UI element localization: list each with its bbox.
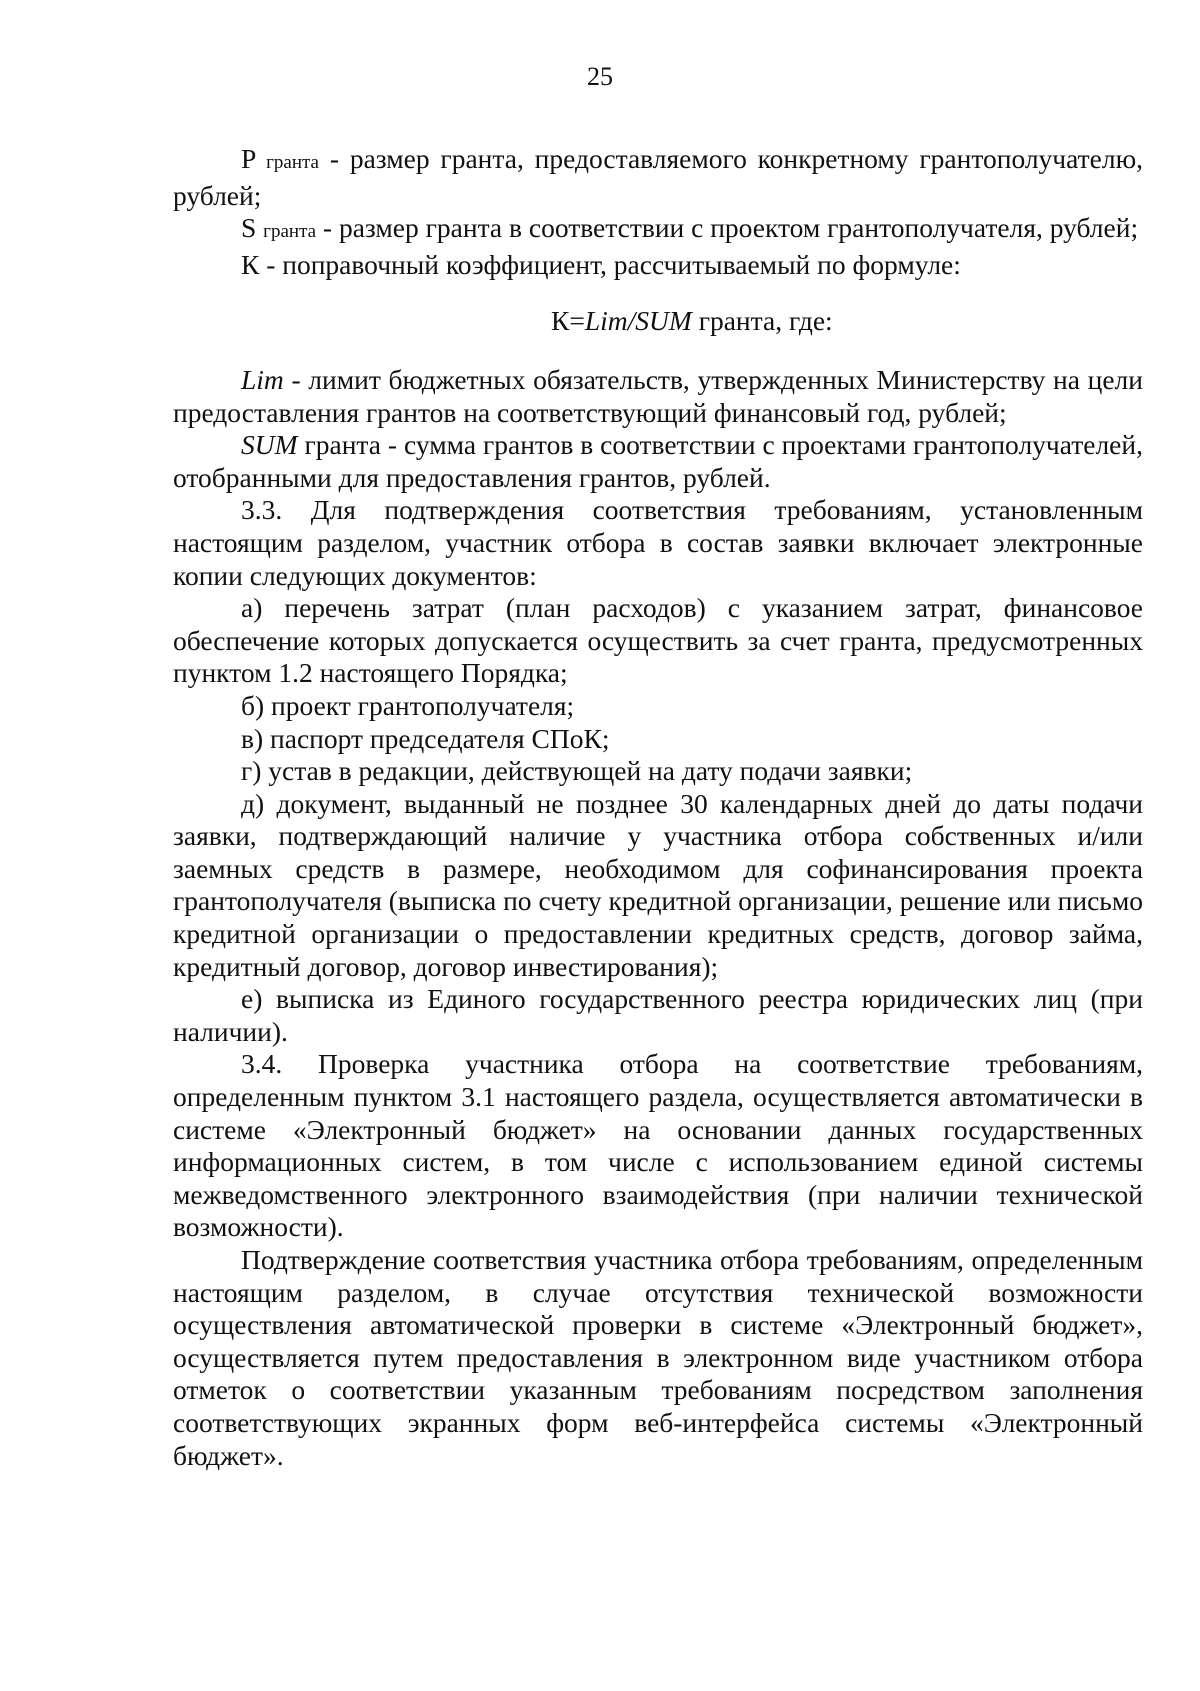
- p-definition-text: - размер гранта, предоставляемого конкретному грантополучателю, рублей;: [173, 143, 1143, 211]
- definition-s-grant: [173, 212, 1143, 249]
- s-subscript: гранта: [263, 221, 317, 243]
- lim-symbol: Lim: [241, 363, 284, 395]
- definition-p-grant: [173, 143, 1143, 212]
- p-subscript: гранта: [266, 152, 319, 173]
- s-definition-text: - размер гранта в соответствии с проектом грантополучателя, рублей;: [316, 212, 1139, 244]
- formula-prefix: К=: [551, 305, 585, 337]
- section-3-3-intro: 3.3. Для подтверждения соответствия требованиям, установленным настоящим разделом, участник отбора в состав заявки включает электронные копии следующих документов:: [173, 494, 1143, 591]
- definition-k: К - поправочный коэффициент, рассчитываемый по формуле:: [241, 248, 961, 280]
- section-3-4-confirmation: Подтверждение соответствия участника отбора требованиям, определенным настоящим разделом, в случае отсутствия технической возможности осуществления автоматической проверки в системе «Электронный бюджет», осуществляется путем предоставления в электронном виде участником отбора отметок о соответствии указанным требованиям посредством заполнения соответствующих экранных форм веб-интерфейса системы «Электронный бюджет».: [173, 1244, 1143, 1471]
- term-sum: [173, 429, 1143, 494]
- page-number: 25: [587, 62, 613, 91]
- lim-text: - лимит бюджетных обязательств, утвержденных Министерству на цели предоставления грантов на соответствующий финансовый год, рублей;: [173, 363, 1143, 428]
- list-item: а) перечень затрат (план расходов) с указанием затрат, финансовое обеспечение которых допускается осуществить за счет гранта, предусмотренных пунктом 1.2 настоящего Порядка;: [173, 592, 1143, 689]
- sum-symbol: SUM: [241, 429, 298, 461]
- s-symbol: S: [241, 212, 257, 244]
- list-item: е) выписка из Единого государственного реестра юридических лиц (при наличии).: [173, 983, 1143, 1047]
- sum-text: гранта - сумма грантов в соответствии с проектами грантополучателей, отобранными для предоставления грантов, рублей.: [173, 429, 1143, 493]
- section-3-4-paragraph: 3.4. Проверка участника отбора на соответствие требованиям, определенным пунктом 3.1 настоящего раздела, осуществляется автоматически в системе «Электронный бюджет» на основании данных государственных информационных систем, в том числе с использованием единой системы межведомственного электронного взаимодействия (при наличии технической возможности).: [173, 1048, 1143, 1243]
- formula: [173, 305, 1143, 338]
- p-symbol: P: [241, 143, 256, 174]
- list-item: в) паспорт председателя СПоК;: [241, 722, 610, 754]
- list-item: г) устав в редакции, действующей на дату подачи заявки;: [241, 755, 913, 787]
- formula-italic: Lim/SUM: [584, 305, 692, 337]
- list-item: б) проект грантополучателя;: [241, 689, 575, 721]
- term-lim: [173, 364, 1143, 429]
- formula-suffix: гранта, где:: [691, 305, 833, 337]
- list-item: д) документ, выданный не позднее 30 календарных дней до даты подачи заявки, подтверждающий наличие у участника отбора собственных и/или заемных средств в размере, необходимом для софинансирования проекта грантополучателя (выписка по счету кредитной организации, решение или письмо кредитной организации о предоставлении кредитных средств, договор займа, кредитный договор, договор инвестирования);: [173, 787, 1143, 982]
- document-body: [173, 143, 1143, 1472]
